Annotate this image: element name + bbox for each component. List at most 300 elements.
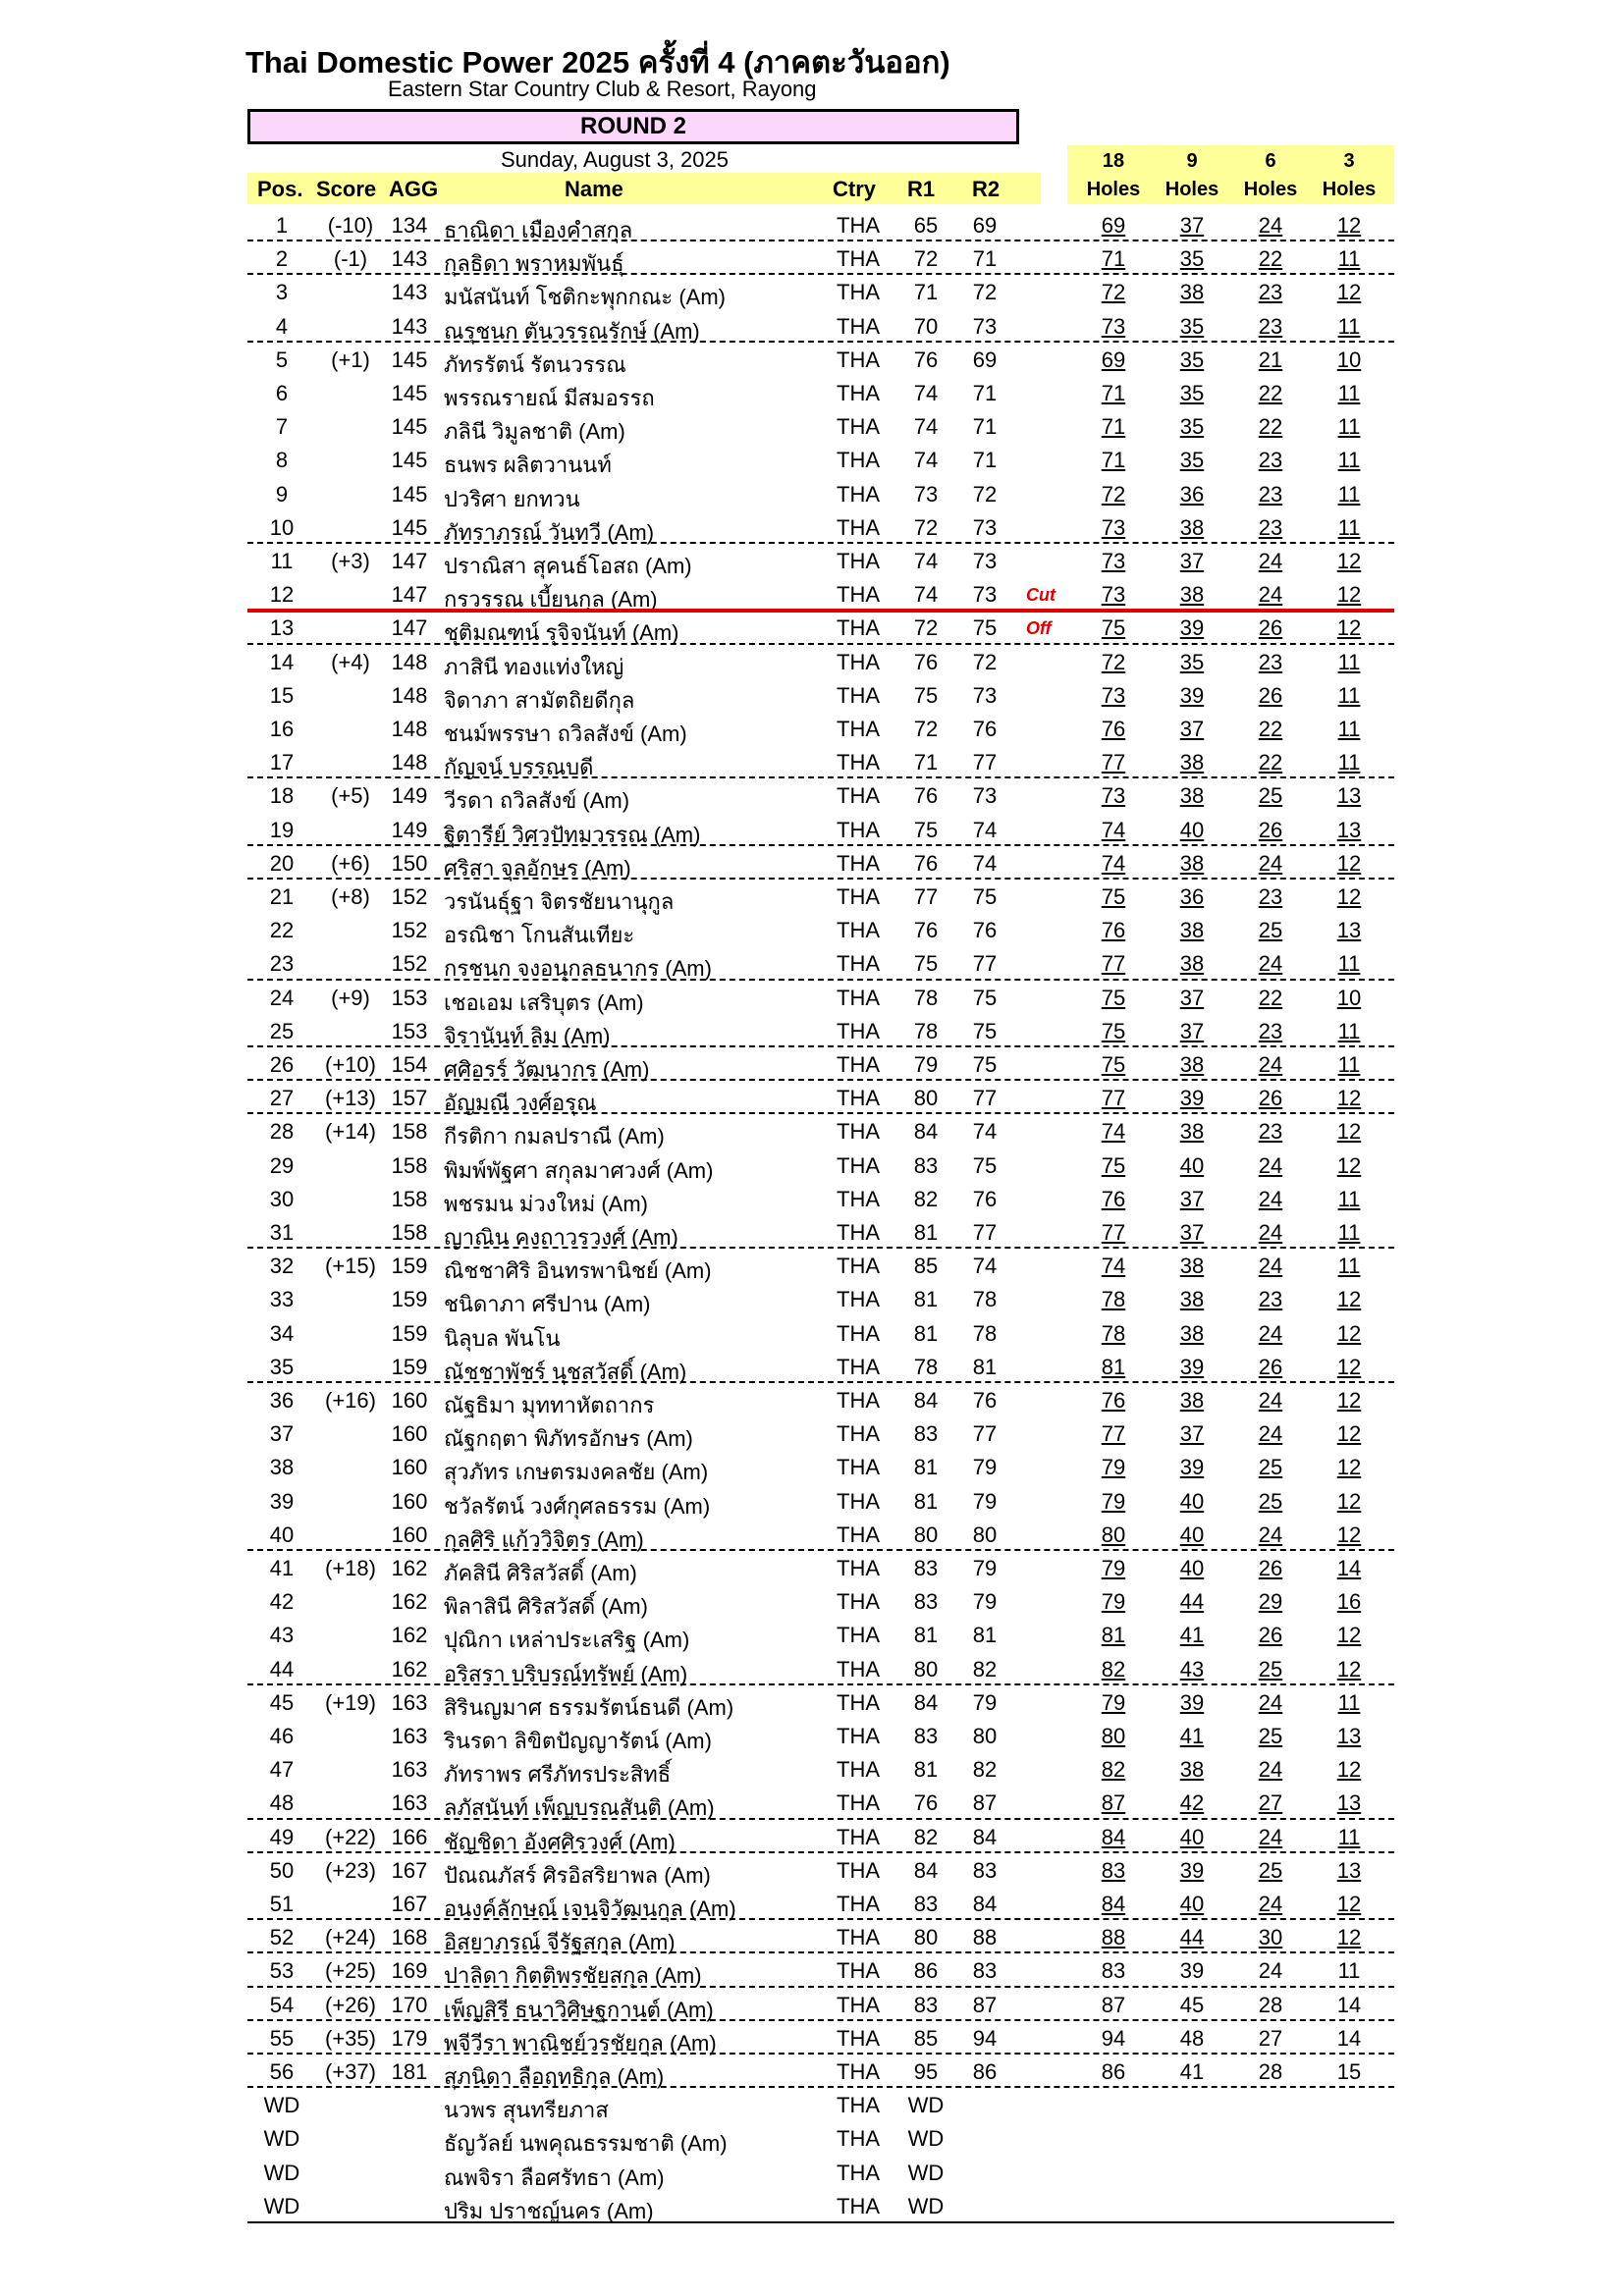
table-row: [247, 1888, 1394, 1921]
cell-agg: 160: [391, 1489, 428, 1514]
cell-name: นิลุบล พันโน: [444, 1326, 561, 1351]
cell-r2: 76: [972, 1187, 998, 1211]
cell-h6: 23: [1258, 482, 1283, 507]
table-row: [247, 779, 1394, 813]
table-row: [247, 814, 1394, 847]
cell-h18: 79: [1101, 1489, 1126, 1514]
cell-r1: 75: [913, 683, 939, 708]
cell-r2: 78: [972, 1287, 998, 1311]
cell-name: ณิชชาศิริ อินทรพานิชย์ (Am): [444, 1258, 712, 1283]
cell-agg: 158: [391, 1119, 428, 1144]
table-bottom-rule: [247, 2221, 1394, 2223]
cell-r1: 84: [913, 1388, 939, 1413]
table-row: [247, 746, 1394, 779]
row-separator: [247, 1918, 1394, 1920]
cell-pos: 39: [269, 1489, 295, 1514]
cell-r1: 76: [913, 347, 939, 372]
cell-pos: 40: [269, 1522, 295, 1547]
cell-agg: 159: [391, 1355, 428, 1379]
cell-name: ภัทราภรณ์ วันทวี (Am): [444, 520, 655, 545]
cell-agg: 159: [391, 1287, 428, 1311]
cell-pos: 29: [269, 1153, 295, 1178]
cell-agg: 148: [391, 683, 428, 708]
cell-score: (+35): [325, 2026, 376, 2051]
cell-pos: 51: [269, 1892, 295, 1916]
cell-h3: 10: [1336, 986, 1362, 1010]
cell-pos: 20: [269, 851, 295, 876]
cell-agg: 160: [391, 1455, 428, 1479]
cell-agg: 181: [391, 2059, 428, 2084]
cell-h6: 23: [1258, 280, 1283, 304]
cell-h9: 39: [1179, 1086, 1205, 1110]
cell-ctry: THA: [837, 615, 880, 640]
cell-h9: 40: [1179, 1489, 1205, 1514]
cell-agg: 170: [391, 1993, 428, 2017]
cell-score: (+6): [331, 851, 370, 876]
cell-agg: 154: [391, 1052, 428, 1077]
cell-h6: 25: [1258, 1724, 1283, 1748]
cell-h3: 11: [1337, 414, 1361, 439]
cell-ctry: THA: [837, 1086, 880, 1110]
header-holes-3-num: 3: [1343, 150, 1355, 172]
cell-h6: 24: [1258, 1958, 1283, 1983]
cell-h9: 35: [1179, 414, 1205, 439]
cell-r2: 84: [972, 1892, 998, 1916]
cell-h18: 80: [1101, 1724, 1126, 1748]
cell-h18: 83: [1101, 1858, 1126, 1883]
cell-r1: 78: [913, 1355, 939, 1379]
cell-ctry: THA: [837, 1355, 880, 1379]
cell-h9: 40: [1179, 1825, 1205, 1849]
cell-h18: 71: [1101, 246, 1126, 271]
cell-pos: 22: [269, 918, 295, 942]
table-row: [247, 444, 1394, 477]
table-row: [247, 511, 1394, 545]
cell-ctry: THA: [837, 1287, 880, 1311]
cell-score: (+23): [325, 1858, 376, 1883]
cell-r2: 75: [972, 1153, 998, 1178]
cell-r1: 70: [913, 314, 939, 339]
cell-agg: 152: [391, 918, 428, 942]
cell-h9: 35: [1179, 650, 1205, 674]
cell-r2: 79: [972, 1556, 998, 1580]
cell-h3: 11: [1337, 951, 1361, 976]
cell-name: อรณิชา โกนสันเทียะ: [444, 923, 635, 947]
cell-h18: 86: [1101, 2059, 1126, 2084]
cell-r2: 69: [972, 213, 998, 238]
cell-ctry: THA: [837, 582, 880, 607]
cell-h9: 39: [1179, 1858, 1205, 1883]
cell-h18: 88: [1101, 1925, 1126, 1949]
table-row: [247, 1351, 1394, 1384]
cell-r2: 88: [972, 1925, 998, 1949]
cell-h6: 24: [1258, 1153, 1283, 1178]
cell-agg: 145: [391, 515, 428, 540]
cell-h6: 24: [1258, 213, 1283, 238]
cell-r1: 74: [913, 549, 939, 573]
header-holes-18-num: 18: [1102, 150, 1125, 172]
cell-r1: 72: [913, 246, 939, 271]
cell-r2: 79: [972, 1455, 998, 1479]
cell-h6: 25: [1258, 783, 1283, 808]
cell-pos: 18: [269, 783, 295, 808]
cell-ctry: THA: [837, 750, 880, 774]
cell-h3: 12: [1336, 213, 1362, 238]
cell-r1: 76: [913, 851, 939, 876]
cell-agg: 147: [391, 549, 428, 573]
cell-r1: 81: [913, 1220, 939, 1245]
cell-ctry: THA: [837, 1657, 880, 1682]
cell-r1: 84: [913, 1119, 939, 1144]
cell-agg: 148: [391, 750, 428, 774]
cell-h3: 13: [1336, 1858, 1362, 1883]
cell-agg: 143: [391, 246, 428, 271]
cell-h9: 37: [1179, 1220, 1205, 1245]
table-row: [247, 1653, 1394, 1686]
cell-r2: 78: [972, 1321, 998, 1346]
cell-ctry: THA: [837, 717, 880, 741]
table-row: [247, 478, 1394, 511]
cell-h18: 80: [1101, 1522, 1126, 1547]
cell-name: ธนพร ผลิตวานนท์: [444, 453, 612, 477]
cell-h6: 24: [1258, 1421, 1283, 1446]
cell-r2: 72: [972, 482, 998, 507]
cell-name: กุลธิดา พราหมพันธุ์: [444, 251, 624, 276]
cell-r1: 71: [913, 280, 939, 304]
cell-ctry: THA: [837, 851, 880, 876]
cell-h18: 74: [1101, 851, 1126, 876]
cell-h9: 38: [1179, 1052, 1205, 1077]
cell-r2: 73: [972, 515, 998, 540]
cell-r1: 76: [913, 1790, 939, 1815]
cell-name: ภัทราพร ศรีภัทรประสิทธิ์: [444, 1762, 672, 1787]
cell-h3: 14: [1336, 1556, 1362, 1580]
cell-h6: 23: [1258, 1287, 1283, 1311]
table-row: [247, 1015, 1394, 1048]
cell-pos: 8: [275, 448, 289, 472]
cell-agg: 160: [391, 1388, 428, 1413]
cell-h3: 12: [1336, 1086, 1362, 1110]
cell-name: ภาสินี ทองแท่งใหญ่: [444, 655, 624, 679]
header-score: Score: [316, 177, 377, 201]
table-row: [247, 1417, 1394, 1451]
cell-h3: 13: [1336, 1790, 1362, 1815]
cell-h6: 24: [1258, 1892, 1283, 1916]
cell-r2: 74: [972, 1254, 998, 1278]
row-separator: [247, 2053, 1394, 2055]
cell-h18: 79: [1101, 1556, 1126, 1580]
table-row: [247, 578, 1394, 612]
cell-h9: 39: [1179, 615, 1205, 640]
cut-line: [247, 609, 1394, 613]
cell-h18: 77: [1101, 750, 1126, 774]
cell-name: อนงค์ลักษณ์ เจนจิวัฒนกุล (Am): [444, 1896, 736, 1921]
cell-h6: 22: [1258, 750, 1283, 774]
cell-r1: 76: [913, 650, 939, 674]
cell-ctry: THA: [837, 1052, 880, 1077]
cell-h18: 76: [1101, 1187, 1126, 1211]
cell-ctry: THA: [837, 482, 880, 507]
cell-pos: 25: [269, 1019, 295, 1043]
cell-h9: 36: [1179, 482, 1205, 507]
cell-name: พิลาสินี ศิริสวัสดิ์ (Am): [444, 1594, 648, 1619]
cell-name: ณัฐธิมา มุททาหัตถากร: [444, 1393, 655, 1417]
cell-h9: 37: [1179, 1421, 1205, 1446]
cell-h9: 44: [1179, 1925, 1205, 1949]
table-row: [247, 377, 1394, 410]
cell-agg: 152: [391, 884, 428, 909]
cell-name: จิรานันท์ ลิม (Am): [444, 1024, 611, 1048]
cell-name: จิดาภา สามัตถิยดีกุล: [444, 688, 635, 713]
cell-name: ชุติมณฑน์ รุจิจนันท์ (Am): [444, 620, 679, 645]
row-separator: [247, 542, 1394, 544]
cell-r1: 78: [913, 986, 939, 1010]
cell-h6: 27: [1258, 1790, 1283, 1815]
table-row: [247, 1183, 1394, 1216]
cell-h18: 77: [1101, 951, 1126, 976]
cell-h3: 11: [1337, 683, 1361, 708]
cell-ctry: THA: [837, 2126, 880, 2151]
cell-agg: 145: [391, 381, 428, 405]
cell-h9: 37: [1179, 1019, 1205, 1043]
row-separator: [247, 341, 1394, 343]
cell-h3: 12: [1336, 615, 1362, 640]
table-row: [247, 1250, 1394, 1283]
cell-h3: 11: [1337, 448, 1361, 472]
cell-h18: 81: [1101, 1355, 1126, 1379]
table-row: [247, 545, 1394, 578]
cell-r2: 73: [972, 314, 998, 339]
cell-r1: WD: [907, 2126, 945, 2151]
cell-h3: 15: [1336, 2059, 1362, 2084]
cell-name: พรรณรายณ์ มีสมอรรถ: [444, 386, 655, 410]
cell-agg: 148: [391, 717, 428, 741]
cell-pos: 38: [269, 1455, 295, 1479]
cell-h6: 25: [1258, 1489, 1283, 1514]
table-row: [247, 276, 1394, 309]
cell-h9: 41: [1179, 2059, 1205, 2084]
cell-r2: 75: [972, 884, 998, 909]
cell-pos: 26: [269, 1052, 295, 1077]
cell-agg: 149: [391, 818, 428, 842]
cell-h3: 11: [1337, 750, 1361, 774]
cell-h3: 11: [1337, 482, 1361, 507]
cell-pos: 2: [275, 246, 289, 271]
cell-h6: 25: [1258, 1455, 1283, 1479]
table-row: [247, 1821, 1394, 1854]
cell-agg: 157: [391, 1086, 428, 1110]
row-separator: [247, 1247, 1394, 1249]
cell-agg: 158: [391, 1220, 428, 1245]
table-row: [247, 1921, 1394, 1954]
cell-h18: 76: [1101, 1388, 1126, 1413]
cell-name: พชรมน ม่วงใหม่ (Am): [444, 1192, 649, 1216]
cell-pos: 33: [269, 1287, 295, 1311]
cell-h6: 26: [1258, 818, 1283, 842]
cell-name: อิสยาภรณ์ จีรัฐสกุล (Am): [444, 1930, 676, 1954]
cell-agg: 134: [391, 213, 428, 238]
cell-h6: 22: [1258, 414, 1283, 439]
table-row: [247, 679, 1394, 713]
cell-name: กรชนก จงอนุกลธนากร (Am): [444, 956, 712, 981]
cell-name: ญาณิน คงถาวรวงศ์ (Am): [444, 1225, 678, 1250]
cell-agg: 163: [391, 1757, 428, 1782]
cell-h9: 48: [1179, 2026, 1205, 2051]
cell-name: เชอเอม เสริบุตร (Am): [444, 990, 644, 1015]
cell-pos: 4: [275, 314, 289, 339]
cell-ctry: THA: [837, 818, 880, 842]
cell-r1: 83: [913, 1993, 939, 2017]
cell-h3: 12: [1336, 1321, 1362, 1346]
cell-r1: 79: [913, 1052, 939, 1077]
cell-score: (+14): [325, 1119, 376, 1144]
cell-r2: 69: [972, 347, 998, 372]
cell-ctry: THA: [837, 2026, 880, 2051]
cell-r2: 74: [972, 1119, 998, 1144]
cell-ctry: THA: [837, 549, 880, 573]
cell-h9: 37: [1179, 213, 1205, 238]
cell-pos: 6: [275, 381, 289, 405]
cell-r2: 74: [972, 851, 998, 876]
cell-pos: 35: [269, 1355, 295, 1379]
cell-name: อัญมณี วงศ์อรุณ: [444, 1091, 597, 1115]
cell-name: กรวรรณ เบี้ยนกุล (Am): [444, 587, 658, 612]
row-separator: [247, 1986, 1394, 1988]
cell-ctry: THA: [837, 1019, 880, 1043]
cell-h3: 13: [1336, 918, 1362, 942]
cell-h9: 37: [1179, 549, 1205, 573]
cell-r2: 76: [972, 1388, 998, 1413]
cell-h6: 24: [1258, 1825, 1283, 1849]
cell-h3: 12: [1336, 549, 1362, 573]
table-row: [247, 881, 1394, 914]
table-row: [247, 1115, 1394, 1148]
cell-name: กุลศิริ แก้ววิจิตร (Am): [444, 1527, 644, 1552]
cell-name: ปัณณภัสร์ ศิรอิสริยาพล (Am): [444, 1863, 711, 1888]
cell-agg: 143: [391, 314, 428, 339]
cell-r2: 77: [972, 1220, 998, 1245]
cell-h18: 75: [1101, 1019, 1126, 1043]
cell-r1: 72: [913, 615, 939, 640]
cell-pos: 12: [269, 582, 295, 607]
cell-h18: 75: [1101, 615, 1126, 640]
cell-ctry: THA: [837, 1153, 880, 1178]
row-separator: [247, 979, 1394, 981]
cell-r2: 77: [972, 750, 998, 774]
cell-agg: 158: [391, 1187, 428, 1211]
cell-ctry: THA: [837, 884, 880, 909]
cell-name: ปริม ปราชญ์นคร (Am): [444, 2199, 654, 2223]
cell-h18: 83: [1101, 1958, 1126, 1983]
table-row: [247, 410, 1394, 444]
cell-h18: 77: [1101, 1086, 1126, 1110]
cell-ctry: THA: [837, 1455, 880, 1479]
cell-pos: 17: [269, 750, 295, 774]
cell-h6: 21: [1258, 347, 1283, 372]
cell-h6: 23: [1258, 1019, 1283, 1043]
cell-agg: 149: [391, 783, 428, 808]
cell-h3: 14: [1336, 1993, 1362, 2017]
cell-h18: 75: [1101, 1153, 1126, 1178]
cell-h3: 12: [1336, 884, 1362, 909]
cell-name: นวพร สุนทรียภาส: [444, 2098, 609, 2122]
cell-ctry: THA: [837, 1623, 880, 1647]
cell-name: ศริสา จุลอักษร (Am): [444, 856, 631, 881]
cell-h18: 82: [1101, 1757, 1126, 1782]
cell-pos: 52: [269, 1925, 295, 1949]
cell-r1: 74: [913, 414, 939, 439]
cell-pos: 24: [269, 986, 295, 1010]
cell-score: (-10): [327, 213, 374, 238]
cell-ctry: THA: [837, 1958, 880, 1983]
cell-agg: 163: [391, 1724, 428, 1748]
table-row: [247, 2157, 1394, 2190]
cell-r1: 81: [913, 1757, 939, 1782]
row-separator: [247, 1381, 1394, 1383]
cell-pos: 1: [275, 213, 289, 238]
table-row: [247, 1149, 1394, 1183]
cell-h3: 12: [1336, 1892, 1362, 1916]
cell-r1: 81: [913, 1321, 939, 1346]
row-separator: [247, 1079, 1394, 1081]
cell-h3: 11: [1337, 1220, 1361, 1245]
cell-r2: 75: [972, 615, 998, 640]
cell-score: (+4): [331, 650, 370, 674]
cell-h3: 12: [1336, 1757, 1362, 1782]
cell-agg: 145: [391, 414, 428, 439]
cell-pos: 45: [269, 1690, 295, 1715]
cell-r1: 81: [913, 1287, 939, 1311]
table-row: [247, 1753, 1394, 1787]
cell-r2: 71: [972, 246, 998, 271]
cell-h18: 78: [1101, 1321, 1126, 1346]
cell-r2: 82: [972, 1657, 998, 1682]
table-row: [247, 2089, 1394, 2122]
cell-ctry: THA: [837, 1690, 880, 1715]
cell-pos: WD: [263, 2126, 300, 2151]
page-title: Thai Domestic Power 2025 ครั้งที่ 4 (ภาคตะวันออก): [245, 45, 950, 80]
cell-pos: 56: [269, 2059, 295, 2084]
cell-r1: 80: [913, 1522, 939, 1547]
cell-ctry: THA: [837, 951, 880, 976]
cell-h9: 38: [1179, 918, 1205, 942]
cell-agg: 159: [391, 1254, 428, 1278]
cell-pos: 36: [269, 1388, 295, 1413]
table-row: [247, 847, 1394, 881]
cell-r2: 87: [972, 1993, 998, 2017]
cell-ctry: THA: [837, 1757, 880, 1782]
cell-pos: 13: [269, 615, 295, 640]
cell-ctry: THA: [837, 1388, 880, 1413]
cell-h9: 38: [1179, 750, 1205, 774]
cell-name: ณพจิรา ลือศรัทธา (Am): [444, 2165, 665, 2190]
cell-h18: 73: [1101, 515, 1126, 540]
table-row: [247, 1451, 1394, 1484]
cell-r1: 85: [913, 2026, 939, 2051]
round-date: Sunday, August 3, 2025: [501, 147, 729, 172]
cell-h6: 24: [1258, 1757, 1283, 1782]
cell-agg: 163: [391, 1790, 428, 1815]
cell-name: พิมพ์พัฐศา สกุลมาศวงศ์ (Am): [444, 1158, 714, 1183]
cell-ctry: THA: [837, 1858, 880, 1883]
cell-ctry: THA: [837, 1254, 880, 1278]
cell-ctry: THA: [837, 1489, 880, 1514]
cell-pos: 5: [275, 347, 289, 372]
header-r1: R1: [907, 177, 936, 201]
cell-pos: 50: [269, 1858, 295, 1883]
cell-name: ฐิตารีย์ วิศวปัทมวรรณ (Am): [444, 823, 701, 847]
cell-h6: 26: [1258, 1623, 1283, 1647]
